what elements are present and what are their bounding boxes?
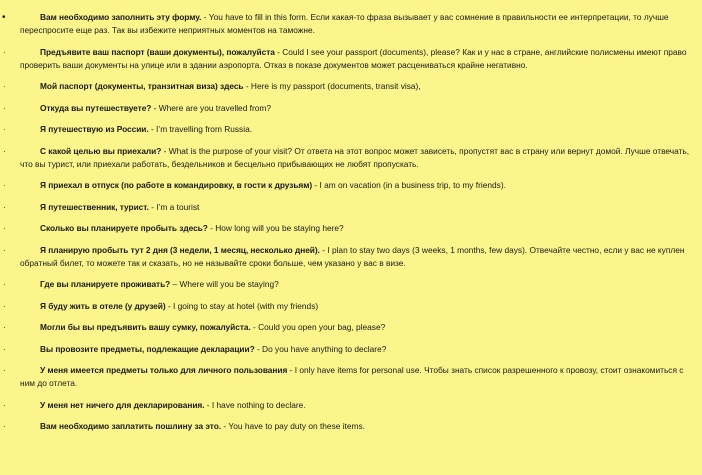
translation-text: – Where will you be staying?: [170, 279, 279, 289]
russian-phrase: Вам необходимо заплатить пошлину за это.: [40, 421, 222, 431]
bullet-marker: ·: [3, 82, 6, 91]
phrase-item: [0, 364, 696, 390]
phrase-text: [20, 145, 696, 171]
russian-phrase: Я путешествую из России.: [40, 124, 149, 134]
bullet-marker: ·: [3, 344, 6, 354]
bullet-marker: ·: [3, 400, 6, 410]
russian-phrase: У меня имеется предметы только для личного пользования: [40, 365, 288, 375]
phrase-item: [0, 123, 696, 136]
bullet-marker: ·: [3, 280, 6, 289]
translation-text: - You have to pay duty on these items.: [221, 421, 365, 431]
translation-text: - Here is my passport (documents, transit visa),: [243, 81, 421, 91]
phrase-item: [0, 420, 696, 433]
phrase-text: [20, 222, 696, 235]
translation-text: - Could I see your passport (documents), please? Как и у нас в стране, английские полисмены имеют право проверить ваши документы на улице или в здании аэропорта. Отказ в показе документов может расцениваться крайне негативно.: [20, 46, 687, 70]
translation-text: - I’m a tourist: [148, 201, 200, 212]
phrase-item: [0, 222, 696, 235]
russian-phrase: Сколько вы планируете пробыть здесь?: [40, 223, 208, 233]
russian-phrase: Я планирую пробыть тут 2 дня (3 недели, 1 месяц, несколько дней).: [40, 244, 320, 255]
bullet-marker: ·: [3, 103, 6, 113]
bullet-marker: ·: [3, 125, 6, 134]
phrase-text: [20, 399, 696, 412]
russian-phrase: Мой паспорт (документы, транзитная виза) здесь: [40, 81, 244, 91]
phrase-text: [20, 46, 696, 72]
phrase-item: [0, 321, 696, 334]
translation-text: - I going to stay at hotel (with my friends): [165, 300, 319, 311]
phrase-text: [20, 278, 696, 291]
phrase-text: [20, 123, 696, 136]
translation-text: - How long will you be staying here?: [207, 223, 344, 233]
russian-phrase: У меня нет ничего для декларирования.: [40, 399, 205, 410]
phrase-item: [0, 11, 696, 37]
phrase-item: [0, 300, 696, 313]
phrase-text: [20, 201, 696, 214]
bullet-marker: •: [2, 12, 6, 23]
translation-text: - What is the purpose of your visit? От ответа на этот вопрос может зависеть, пропустят вас в страну или вернут домой. Лучше отвечать, что вы турист, или приехали работать, бездельников и бесцельно прибывающих не любят пропускать.: [20, 145, 690, 169]
translation-text: - I’m travelling from Russia.: [148, 124, 253, 134]
bullet-marker: ·: [3, 146, 6, 156]
bullet-marker: ·: [3, 422, 6, 431]
phrase-text: [20, 11, 696, 37]
russian-phrase: Я буду жить в отеле (у друзей): [40, 300, 166, 311]
bullet-marker: ·: [3, 224, 6, 233]
translation-text: - I have nothing to declare.: [204, 399, 306, 410]
translation-text: - I am on vacation (in a business trip, to my friends).: [312, 180, 506, 190]
russian-phrase: Предъявите ваш паспорт (ваши документы), пожалуйста: [40, 46, 275, 57]
phrase-item: [0, 201, 696, 214]
translation-text: - I plan to stay two days (3 weeks, 1 months, few days). Отвечайте честно, если у вас не куплен обратный билет, то можете так и сказать, но не называйте сроки больше, чем указано у вас в визе.: [20, 244, 685, 268]
phrase-item: [0, 102, 696, 115]
translation-text: - Do you have anything to declare?: [254, 343, 387, 354]
bullet-marker: ·: [3, 366, 6, 375]
phrase-item: [0, 145, 696, 171]
russian-phrase: Вам необходимо заполнить эту форму.: [40, 12, 202, 22]
phrase-item: [0, 46, 696, 72]
bullet-marker: ·: [3, 245, 6, 255]
phrase-text: [20, 343, 696, 356]
phrase-text: [20, 179, 696, 192]
bullet-marker: ·: [3, 181, 6, 190]
phrase-item: [0, 343, 696, 356]
bullet-marker: ·: [3, 47, 6, 57]
bullet-marker: ·: [3, 202, 6, 212]
phrase-text: [20, 102, 696, 115]
bullet-marker: ·: [3, 323, 6, 332]
phrase-item: [0, 179, 696, 192]
russian-phrase: Откуда вы путешествуете?: [40, 102, 152, 113]
translation-text: - Where are you travelled from?: [151, 102, 271, 113]
phrase-text: [20, 80, 696, 93]
translation-text: - I only have items for personal use. Чтобы знать список разрешенного к провозу, стоит ознакомиться с ним до отлета.: [20, 365, 684, 388]
phrase-item: [0, 399, 696, 412]
phrase-list: [0, 11, 696, 433]
phrase-text: [20, 364, 696, 390]
phrase-item: [0, 244, 696, 270]
russian-phrase: С какой целью вы приехали?: [40, 145, 162, 156]
russian-phrase: Я путешественник, турист.: [40, 201, 149, 212]
phrase-item: [0, 278, 696, 291]
phrase-text: [20, 300, 696, 313]
phrase-text: [20, 244, 696, 270]
translation-text: - You have to fill in this form. Если какая-то фраза вызывает у вас сомнение в правильности ее интерпретации, то лучше переспросите еще раз. Так вы избежите неприятных моментов на таможне.: [20, 12, 669, 35]
russian-phrase: Могли бы вы предъявить вашу сумку, пожалуйста.: [40, 322, 251, 332]
russian-phrase: Где вы планируете проживать?: [40, 279, 171, 289]
bullet-marker: ·: [3, 301, 6, 311]
phrase-text: [20, 321, 696, 334]
russian-phrase: Я приехал в отпуск (по работе в командировку, в гости к друзьям): [40, 180, 313, 190]
translation-text: - Could you open your bag, please?: [250, 322, 386, 332]
phrase-item: [0, 80, 696, 93]
phrase-text: [20, 420, 696, 433]
russian-phrase: Вы провозите предметы, подлежащие декларации?: [40, 343, 255, 354]
